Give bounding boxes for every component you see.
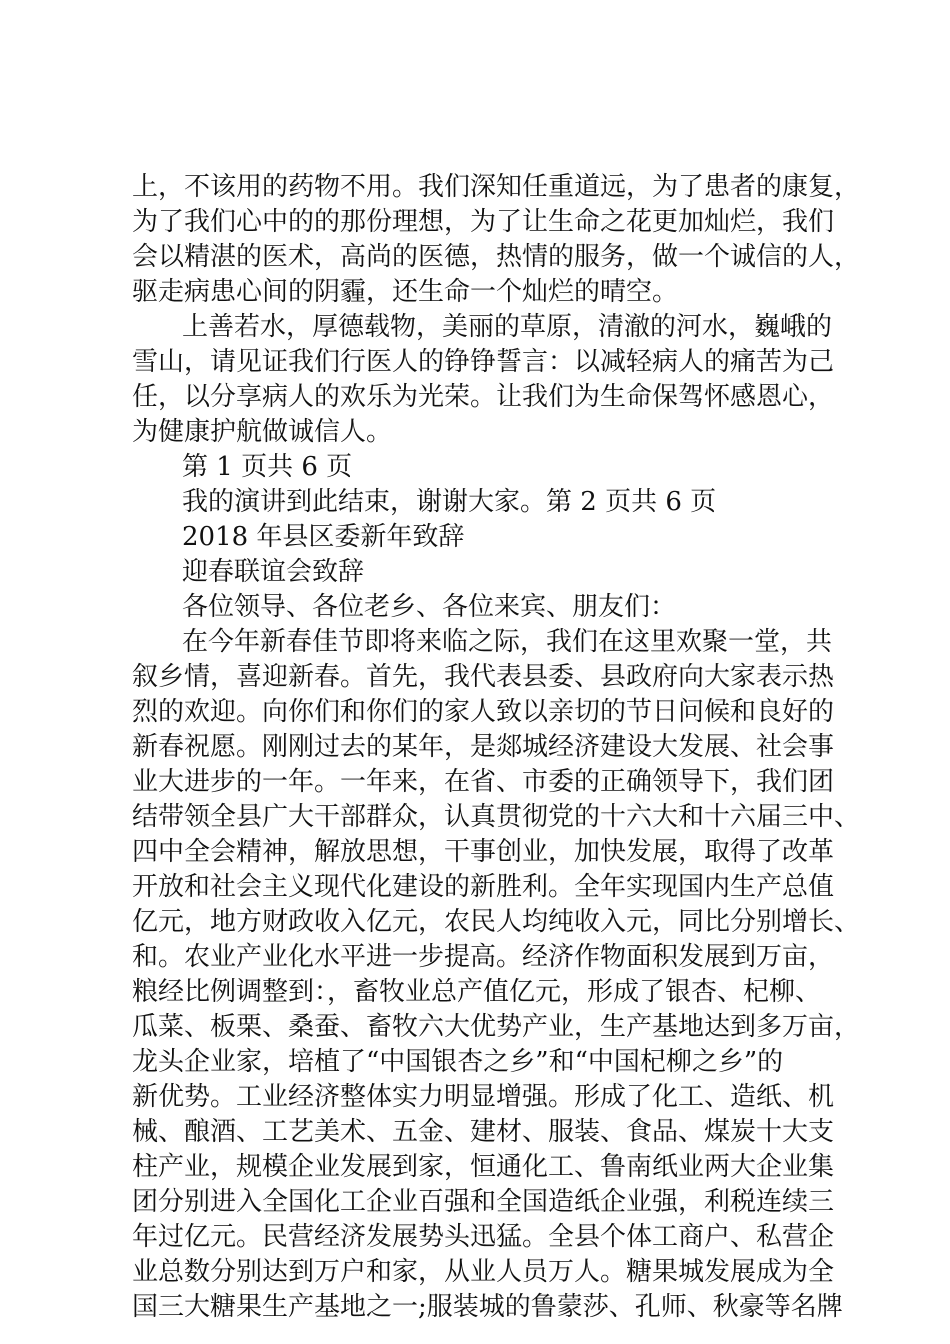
- text-line: 第 1 页共 6 页: [182, 452, 353, 482]
- text-line: 上善若水，厚德载物，美丽的草原，清澈的河水，巍峨的: [182, 312, 833, 342]
- text-line: 业总数分别达到万户和家，从业人员万人。糖果城发展成为全: [132, 1257, 835, 1287]
- text-line: 业大进步的一年。一年来，在省、市委的正确领导下，我们团: [132, 767, 835, 797]
- text-line: 国三大糖果生产基地之一;服装城的鲁蒙莎、孔师、秋豪等名牌: [132, 1292, 843, 1322]
- text-line: 叙乡情，喜迎新春。首先，我代表县委、县政府向大家表示热: [132, 662, 835, 692]
- text-line: 驱走病患心间的阴霾，还生命一个灿烂的晴空。: [132, 277, 679, 307]
- text-line: 亿元，地方财政收入亿元，农民人均纯收入元，同比分别增长、: [132, 907, 861, 937]
- text-line: 2018 年县区委新年致辞: [182, 522, 465, 552]
- text-line: 瓜菜、板栗、桑蚕、畜牧六大优势产业，生产基地达到多万亩，: [132, 1012, 861, 1042]
- text-line: 团分别进入全国化工企业百强和全国造纸企业强，利税连续三: [132, 1187, 835, 1217]
- text-line: 新优势。工业经济整体实力明显增强。形成了化工、造纸、机: [132, 1082, 835, 1112]
- text-line: 柱产业，规模企业发展到家，恒通化工、鲁南纸业两大企业集: [132, 1152, 835, 1182]
- text-line: 会以精湛的医术，高尚的医德，热情的服务，做一个诚信的人，: [132, 242, 861, 272]
- text-line: 龙头企业家，培植了“中国银杏之乡”和“中国杞柳之乡”的: [132, 1047, 784, 1077]
- text-line: 新春祝愿。刚刚过去的某年，是郯城经济建设大发展、社会事: [132, 732, 835, 762]
- text-line: 上，不该用的药物不用。我们深知任重道远，为了患者的康复，: [132, 172, 861, 202]
- text-line: 各位领导、各位老乡、各位来宾、朋友们：: [182, 592, 677, 622]
- text-line: 烈的欢迎。向你们和你们的家人致以亲切的节日问候和良好的: [132, 697, 835, 727]
- text-line: 械、酿酒、工艺美术、五金、建材、服装、食品、煤炭十大支: [132, 1117, 835, 1147]
- text-line: 粮经比例调整到：，畜牧业总产值亿元，形成了银杏、杞柳、: [132, 977, 822, 1007]
- text-line: 年过亿元。民营经济发展势头迅猛。全县个体工商户、私营企: [132, 1222, 835, 1252]
- document-body: [132, 170, 861, 1325]
- text-line: 四中全会精神，解放思想，干事创业，加快发展，取得了改革: [132, 837, 835, 867]
- text-line: 在今年新春佳节即将来临之际，我们在这里欢聚一堂，共: [182, 627, 833, 657]
- text-line: 雪山，请见证我们行医人的铮铮誓言：以减轻病人的痛苦为己: [132, 347, 835, 377]
- text-line: 我的演讲到此结束，谢谢大家。第 2 页共 6 页: [182, 487, 717, 517]
- text-line: 为了我们心中的的那份理想，为了让生命之花更加灿烂，我们: [132, 207, 835, 237]
- text-line: 结带领全县广大干部群众，认真贯彻党的十六大和十六届三中、: [132, 802, 861, 832]
- text-line: 任，以分享病人的欢乐为光荣。让我们为生命保驾怀感恩心，: [132, 382, 835, 412]
- text-line: 迎春联谊会致辞: [182, 557, 365, 587]
- text-line: 开放和社会主义现代化建设的新胜利。全年实现国内生产总值: [132, 872, 835, 902]
- text-line: 为健康护航做诚信人。: [132, 417, 393, 447]
- text-line: 和。农业产业化水平进一步提高。经济作物面积发展到万亩，: [132, 942, 835, 972]
